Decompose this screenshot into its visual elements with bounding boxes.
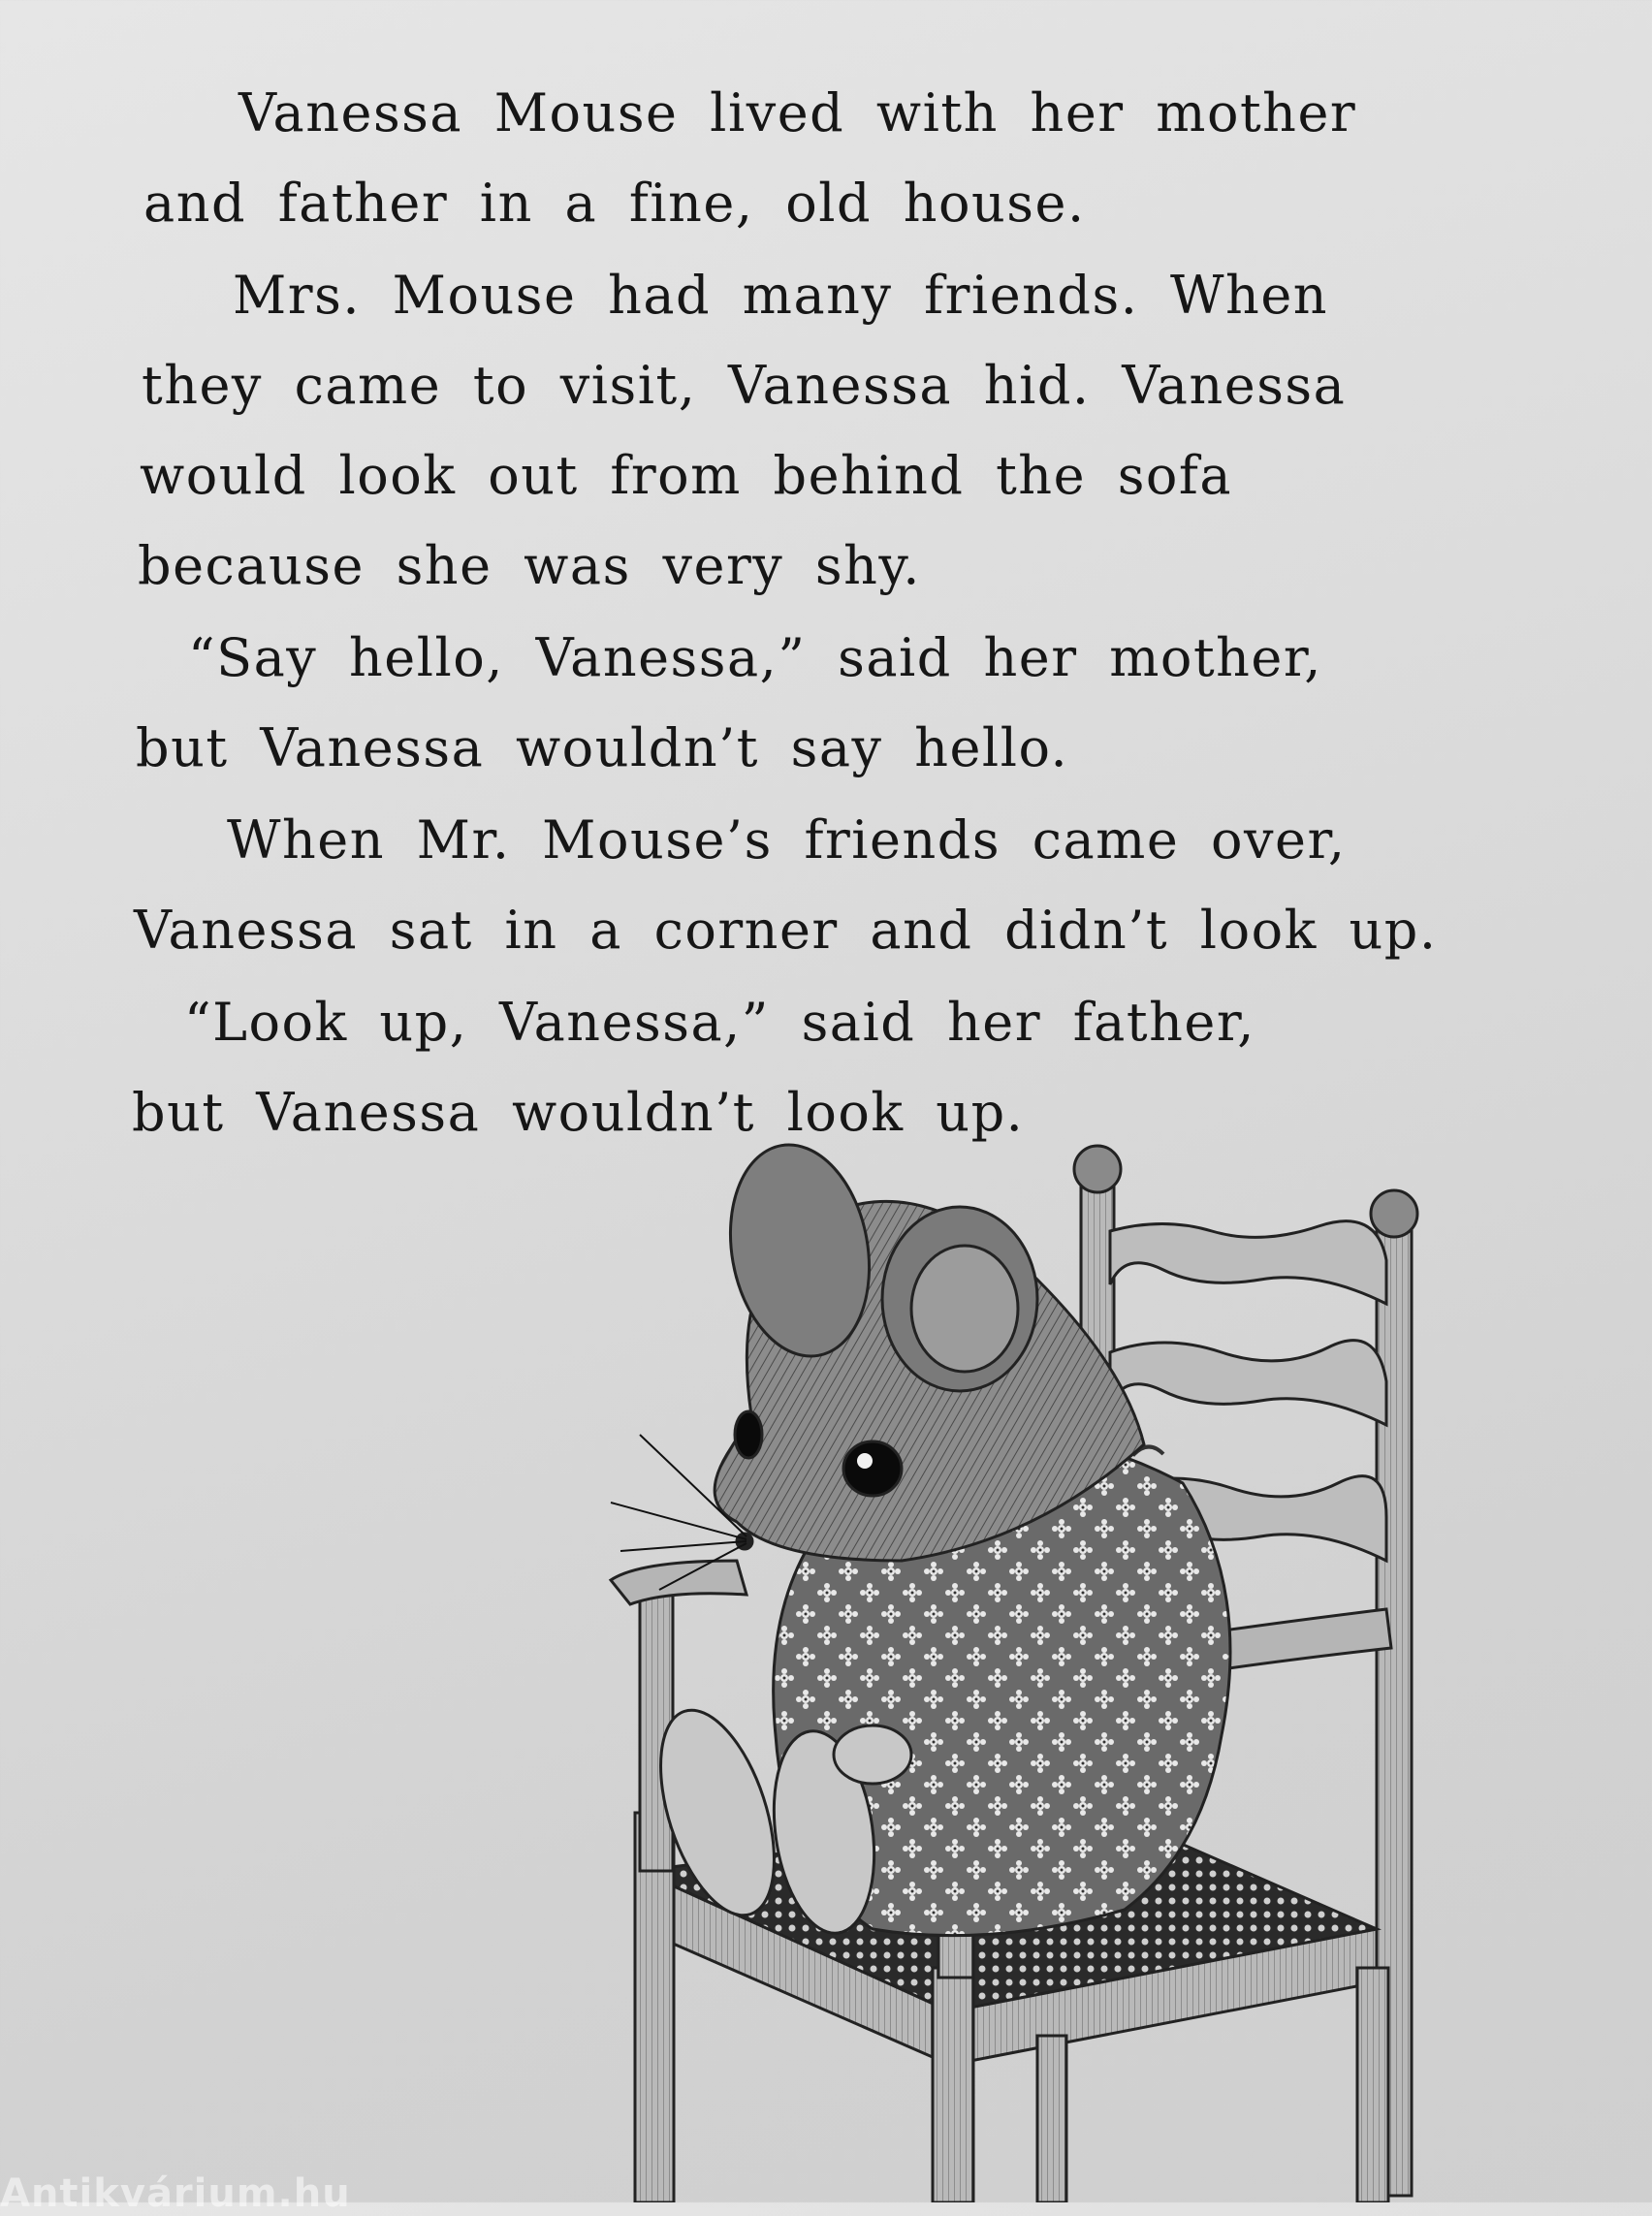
story-line: “Look up, Vanessa,” said her father,: [184, 992, 1255, 1053]
story-line: Vanessa sat in a corner and didn’t look up.: [134, 900, 1438, 961]
story-line: When Mr. Mouse’s friends came over,: [227, 809, 1347, 871]
story-line: but Vanessa wouldn’t say hello.: [136, 717, 1069, 778]
watermark: Antikvárium.hu: [0, 2170, 351, 2216]
story-line: would look out from behind the sofa: [140, 445, 1233, 506]
story-line: Mrs. Mouse had many friends. When: [233, 265, 1329, 326]
story-line: because she was very shy.: [138, 535, 921, 596]
story-line: but Vanessa wouldn’t look up.: [132, 1082, 1025, 1143]
story-line: Vanessa Mouse lived with her mother: [238, 82, 1357, 143]
story-line: and father in a fine, old house.: [143, 173, 1086, 234]
story-line: “Say hello, Vanessa,” said her mother,: [188, 627, 1322, 688]
mouse-on-chair-illustration: [582, 1134, 1454, 2202]
story-line: they came to visit, Vanessa hid. Vanessa: [142, 355, 1347, 416]
